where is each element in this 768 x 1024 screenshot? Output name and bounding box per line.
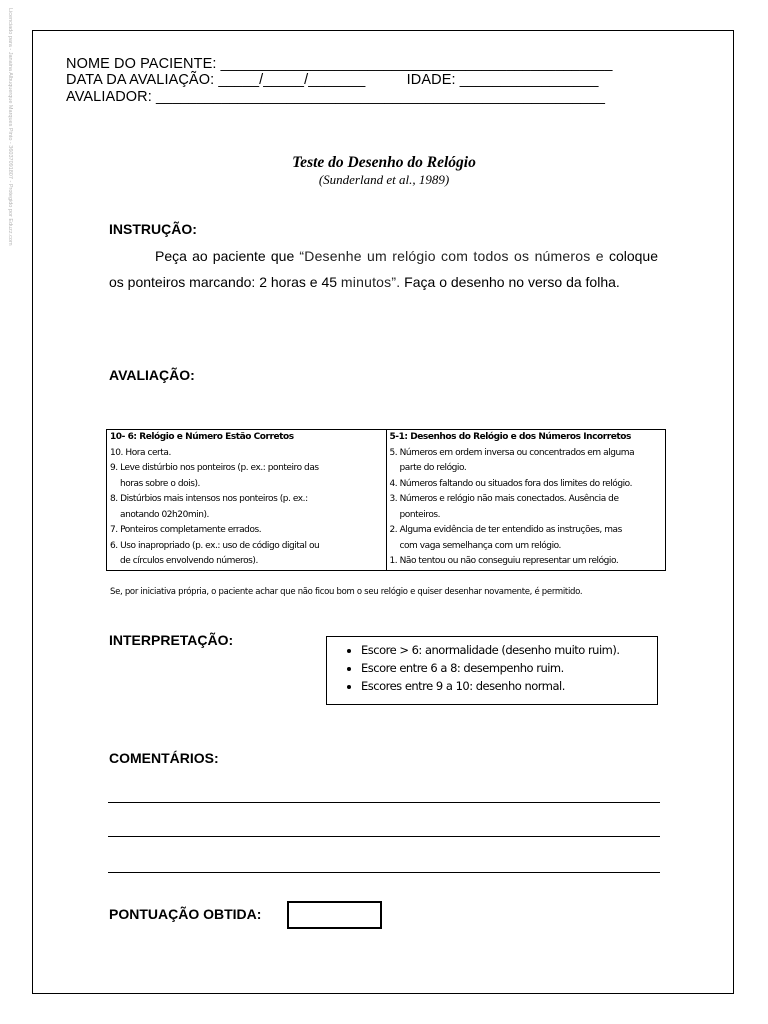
- score-item: anotando 02h20min).: [120, 509, 209, 520]
- instruction-quote: “Desenhe um relógio com todos os números e: [299, 248, 604, 264]
- instruction-text: [109, 243, 658, 295]
- page-title: Teste do Desenho do Relógio: [292, 154, 476, 171]
- instruction-text-after: Faça o desenho no verso da folha.: [400, 274, 620, 290]
- interpretation-item: • Escores entre 9 a 10: desenho normal.: [361, 677, 657, 695]
- score-item: 9. Leve distúrbio nos ponteiros (p. ex.: ponteiro das: [110, 463, 319, 473]
- score-item: 3. Números e relógio não mais conectados. Ausência de: [389, 494, 619, 504]
- score-item: 6. Uso inapropriado (p. ex.: uso de código digital ou: [110, 540, 320, 551]
- interpretation-item: • Escore entre 6 a 8: desempenho ruim.: [361, 659, 657, 677]
- score-item: com vaga semelhança com um relógio.: [399, 540, 561, 551]
- score-input-box[interactable]: [287, 901, 382, 929]
- score-item: de círculos envolvendo números).: [120, 556, 258, 566]
- interpretation-box: [326, 636, 658, 705]
- instruction-text-before: Peça ao paciente que: [155, 248, 300, 264]
- score-item: 4. Números faltando ou situados fora dos limites do relógio.: [389, 478, 632, 489]
- score-item: 8. Distúrbios mais intensos nos ponteiros (p. ex.:: [110, 494, 308, 504]
- score-label: PONTUAÇÃO OBTIDA:: [109, 906, 262, 922]
- score-item: 5. Números em ordem inversa ou concentrados em alguma: [389, 447, 635, 458]
- incorrect-column-header: 5-1: Desenhos do Relógio e dos Números Incorretos: [389, 432, 631, 442]
- score-item: 7. Ponteiros completamente errados.: [110, 525, 262, 535]
- redraw-note: Se, por iniciativa própria, o paciente achar que não ficou bom o seu relógio e quiser desenhar novamente, é permitido.: [110, 587, 583, 597]
- evaluation-table: [106, 429, 666, 571]
- page-subtitle: (Sunderland et al., 1989): [318, 172, 450, 187]
- comment-line-1[interactable]: [108, 802, 660, 803]
- evaluation-heading: AVALIAÇÃO:: [109, 367, 195, 383]
- instruction-line2: coloque os ponteiros marcando: 2 horas e 45: [109, 248, 658, 290]
- score-item: 2. Alguma evidência de ter entendido as instruções, mas: [389, 525, 622, 535]
- comment-line-3[interactable]: [108, 872, 660, 873]
- instruction-quote-end: minutos”.: [340, 274, 401, 290]
- interpretation-item: • Escore > 6: anormalidade (desenho muito ruim).: [361, 641, 657, 659]
- score-item: parte do relógio.: [399, 463, 467, 473]
- correct-column-header: 10- 6: Relógio e Número Estão Corretos: [110, 432, 294, 442]
- interpretation-list: [327, 641, 657, 695]
- date-age-field[interactable]: DATA DA AVALIAÇÃO: _____/_____/_______ IDADE: _________________: [66, 72, 599, 88]
- correct-items: [110, 446, 383, 570]
- incorrect-column: [386, 430, 666, 571]
- score-item: ponteiros.: [399, 509, 441, 520]
- watermark-text: Licenciado para - Janaina Albuquerque Marques Pinto - 36037091807 - Protegido por Eduzz.com: [7, 8, 13, 246]
- score-item: horas sobre o dois).: [120, 478, 200, 489]
- score-item: 10. Hora certa.: [110, 447, 171, 458]
- instruction-heading: INSTRUÇÃO:: [109, 221, 197, 237]
- patient-name-field[interactable]: NOME DO PACIENTE: ________________________________________________: [66, 56, 613, 72]
- comment-line-2[interactable]: [108, 836, 660, 837]
- incorrect-items: [390, 446, 663, 570]
- score-item: 1. Não tentou ou não conseguiu representar um relógio.: [389, 556, 619, 566]
- interpretation-heading: INTERPRETAÇÃO:: [109, 632, 234, 648]
- comments-heading: COMENTÁRIOS:: [109, 750, 219, 766]
- correct-column: [107, 430, 387, 571]
- evaluator-field[interactable]: AVALIADOR: _______________________________________________________: [66, 89, 606, 105]
